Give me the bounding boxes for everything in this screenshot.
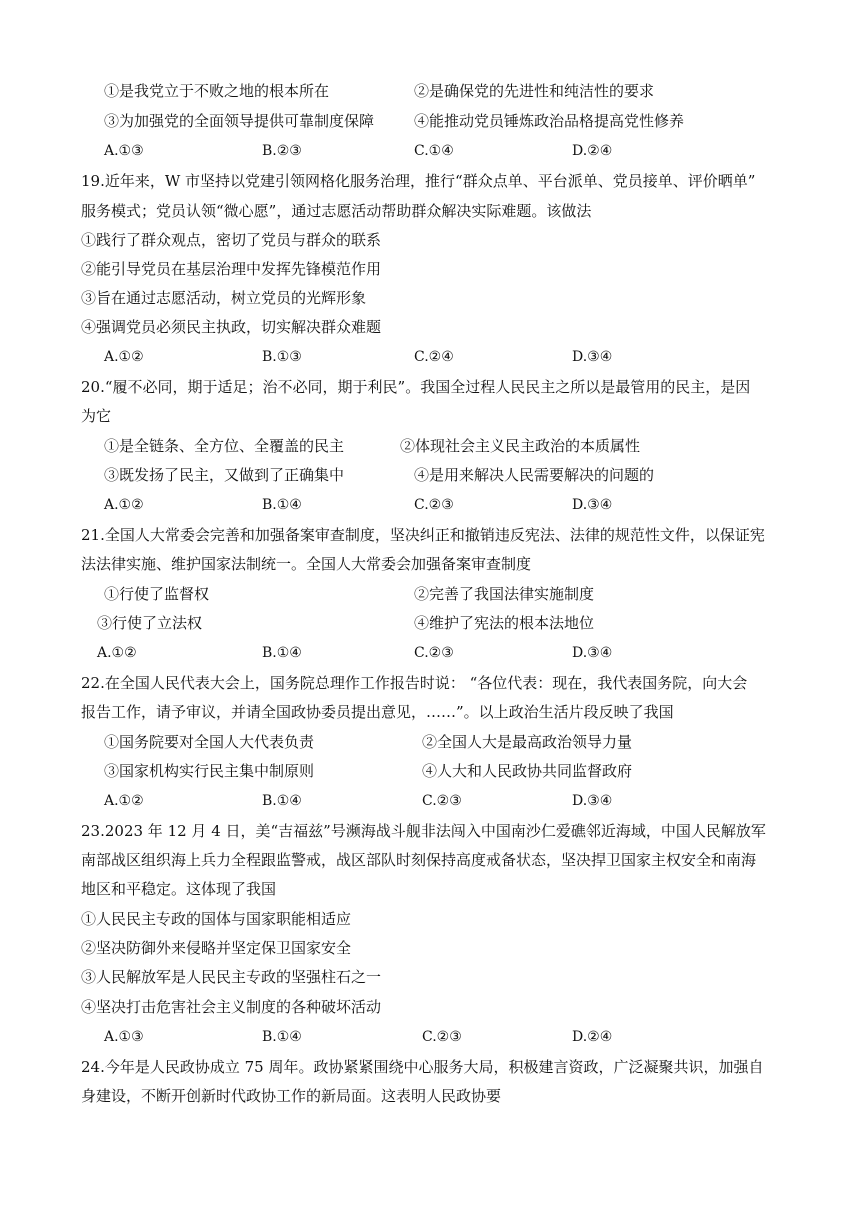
q20-answer-a: A.①②: [104, 497, 144, 513]
q21-option-1: ①行使了监督权: [104, 585, 210, 603]
q21-stem-line-2: 法法律实施、维护国家法制统一。全国人大常委会加强备案审查制度: [81, 555, 532, 573]
q22-option-2: ②全国人大是最高政治领导力量: [422, 733, 633, 751]
q21-option-3: ③行使了立法权: [97, 614, 203, 632]
q19-stem-line-1: 19.近年来，W 市坚持以党建引领网格化服务治理，推行“群众点单、平台派单、党员接单、评价晒单”: [81, 172, 756, 190]
q20-option-1: ①是全链条、全方位、全覆盖的民主: [104, 437, 345, 455]
q19-answer-d: D.③④: [572, 349, 613, 365]
q18-answer-a: A.①③: [104, 143, 144, 159]
q21-answer-b: B.①④: [262, 645, 302, 661]
q22-option-3: ③国家机构实行民主集中制原则: [104, 762, 315, 780]
q22-answer-b: B.①④: [262, 793, 302, 809]
q18-answer-b: B.②③: [262, 143, 302, 159]
q19-stem-line-2: 服务模式；党员认领“微心愿”，通过志愿活动帮助群众解决实际难题。该做法: [81, 202, 592, 220]
q23-answer-d: D.②④: [572, 1029, 613, 1045]
q19-answer-a: A.①②: [104, 349, 144, 365]
q19-answer-b: B.①③: [262, 349, 302, 365]
q24-stem-line-1: 24.今年是人民政协成立 75 周年。政协紧紧围绕中心服务大局，积极建言资政，广泛凝聚共识，加强自: [81, 1058, 764, 1076]
q22-option-4: ④人大和人民政协共同监督政府: [422, 762, 633, 780]
q19-option-4: ④强调党员必须民主执政，切实解决群众难题: [81, 318, 382, 336]
q23-answer-a: A.①③: [104, 1029, 144, 1045]
q23-option-2: ②坚决防御外来侵略并坚定保卫国家安全: [81, 939, 352, 957]
q23-stem-line-3: 地区和平稳定。这体现了我国: [81, 880, 277, 898]
q22-stem-line-2: 报告工作，请予审议，并请全国政协委员提出意见，……”。以上政治生活片段反映了我国: [81, 703, 674, 721]
q23-answer-c: C.②③: [422, 1029, 462, 1045]
q21-stem-line-1: 21.全国人大常委会完善和加强备案审查制度，坚决纠正和撤销违反宪法、法律的规范性文件，以保证宪: [81, 526, 765, 544]
q22-stem-line-1: 22.在全国人民代表大会上，国务院总理作工作报告时说： “各位代表：现在，我代表国务院，向大会: [81, 674, 748, 692]
q20-answer-c: C.②③: [414, 497, 454, 513]
q19-answer-c: C.②④: [414, 349, 454, 365]
q23-option-3: ③人民解放军是人民民主专政的坚强柱石之一: [81, 968, 382, 986]
q23-option-1: ①人民民主专政的国体与国家职能相适应: [81, 910, 352, 928]
q21-answer-a: A.①②: [97, 645, 137, 661]
q18-option-1: ①是我党立于不败之地的根本所在: [104, 82, 330, 100]
q23-answer-b: B.①④: [262, 1029, 302, 1045]
q20-answer-d: D.③④: [572, 497, 613, 513]
q18-answer-c: C.①④: [414, 143, 454, 159]
q19-option-1: ①践行了群众观点，密切了党员与群众的联系: [81, 231, 382, 249]
q23-stem-line-2: 南部战区组织海上兵力全程跟监警戒，战区部队时刻保持高度戒备状态，坚决捍卫国家主权安全和南海: [81, 851, 757, 869]
q24-stem-line-2: 身建设，不断开创新时代政协工作的新局面。这表明人民政协要: [81, 1087, 502, 1105]
q19-option-2: ②能引导党员在基层治理中发挥先锋模范作用: [81, 260, 382, 278]
q20-option-3: ③既发扬了民主，又做到了正确集中: [104, 466, 345, 484]
q20-option-2: ②体现社会主义民主政治的本质属性: [400, 437, 641, 455]
q18-option-2: ②是确保党的先进性和纯洁性的要求: [414, 82, 655, 100]
q22-answer-d: D.③④: [572, 793, 613, 809]
q21-option-2: ②完善了我国法律实施制度: [414, 585, 595, 603]
q20-answer-b: B.①④: [262, 497, 302, 513]
q20-stem-line-1: 20.“履不必同，期于适足；治不必同，期于利民”。我国全过程人民民主之所以是最管用的民主，是因: [81, 378, 751, 396]
q21-option-4: ④维护了宪法的根本法地位: [414, 614, 595, 632]
q23-option-4: ④坚决打击危害社会主义制度的各种破坏活动: [81, 998, 382, 1016]
q22-answer-c: C.②③: [422, 793, 462, 809]
q21-answer-c: C.②③: [414, 645, 454, 661]
q21-answer-d: D.③④: [572, 645, 613, 661]
q20-stem-line-2: 为它: [81, 407, 112, 425]
q20-option-4: ④是用来解决人民需要解决的问题的: [414, 466, 655, 484]
q23-stem-line-1: 23.2023 年 12 月 4 日，美“吉福兹”号濒海战斗舰非法闯入中国南沙仁爱礁邻近海域，中国人民解放军: [81, 822, 766, 840]
q19-option-3: ③旨在通过志愿活动，树立党员的光辉形象: [81, 289, 367, 307]
q18-option-4: ④能推动党员锤炼政治品格提高党性修养: [414, 112, 685, 130]
q22-answer-a: A.①②: [104, 793, 144, 809]
q18-answer-d: D.②④: [572, 143, 613, 159]
q18-option-3: ③为加强党的全面领导提供可靠制度保障: [104, 112, 375, 130]
q22-option-1: ①国务院要对全国人大代表负责: [104, 733, 315, 751]
